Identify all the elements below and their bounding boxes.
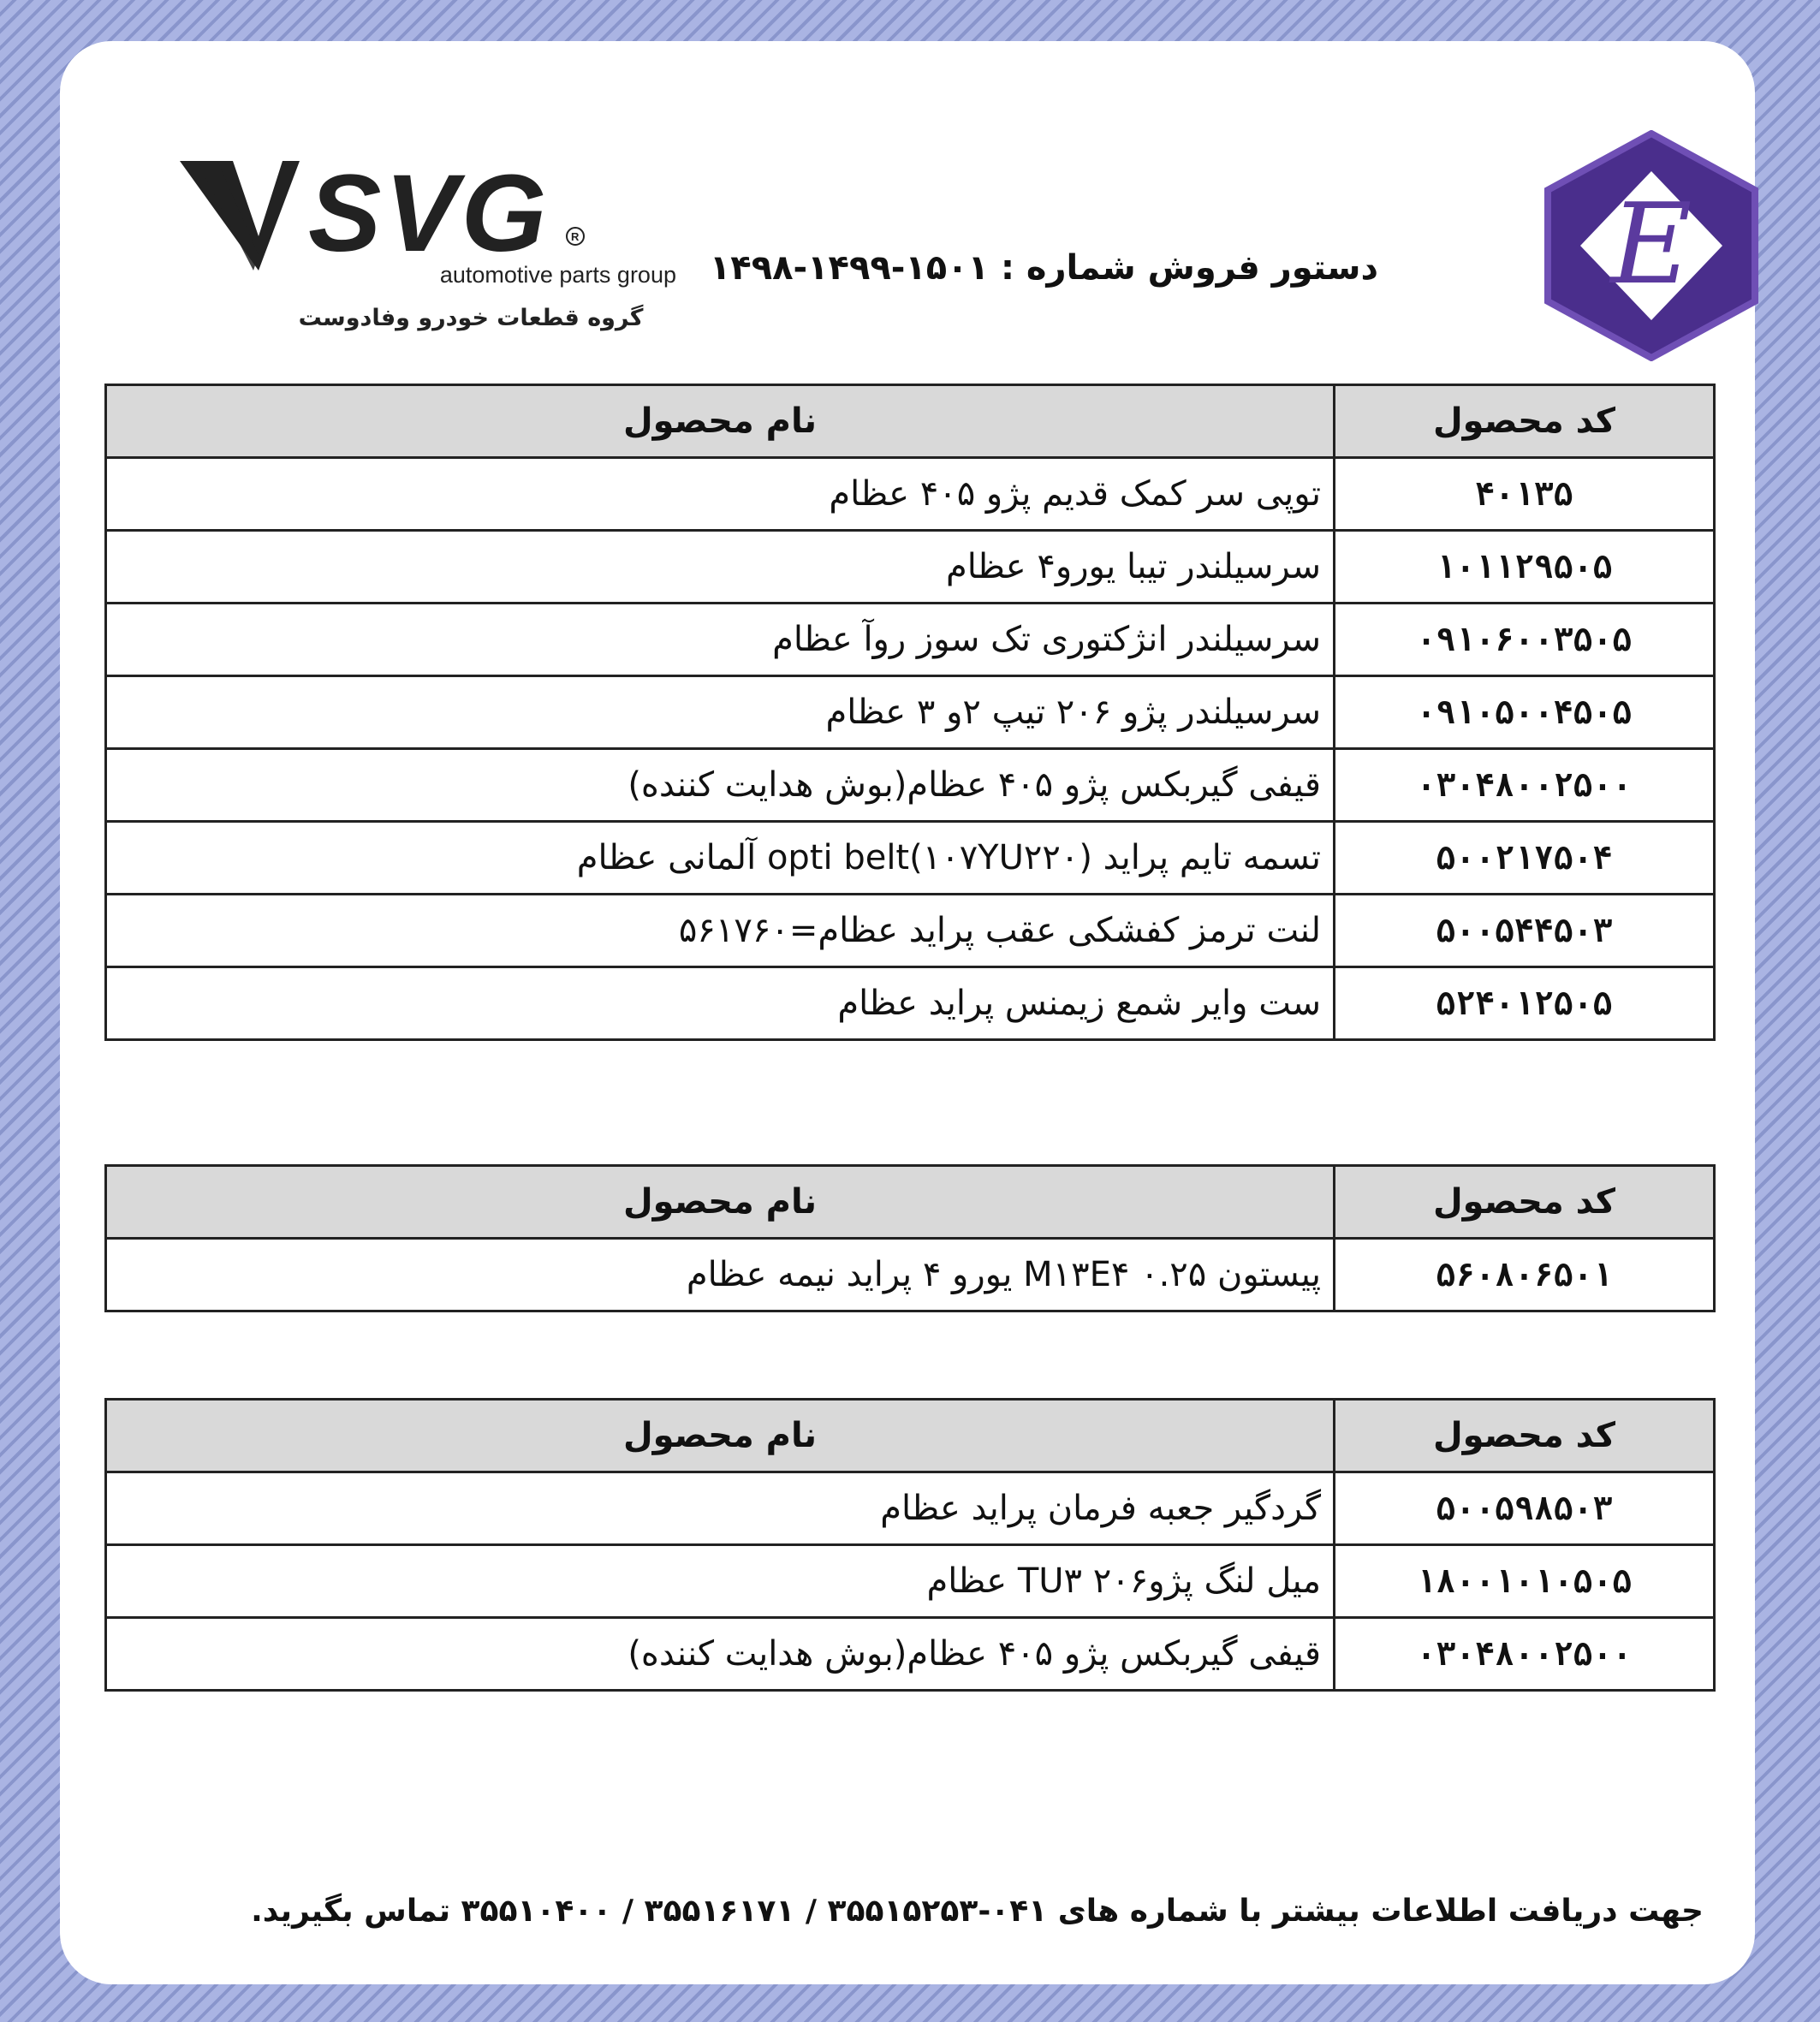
product-name: توپی سر کمک قدیم پژو ۴۰۵ عظام	[106, 458, 1335, 531]
product-name: پیستون M۱۳E۴ ۰.۲۵ یورو ۴ پراید نیمه عظام	[106, 1239, 1335, 1311]
e-logo	[1543, 130, 1760, 361]
product-code: ۴۰۱۳۵	[1335, 458, 1715, 531]
product-name: سرسیلندر تیبا یورو۴ عظام	[106, 531, 1335, 604]
product-code: ۰۹۱۰۵۰۰۴۵۰۵	[1335, 676, 1715, 749]
product-name: تسمه تایم پراید (۱۰۷YU۲۲۰)opti belt آلمانی عظام	[106, 822, 1335, 895]
product-name: میل لنگ پژو۲۰۶ TU۳ عظام	[106, 1545, 1335, 1618]
product-code: ۱۰۱۱۲۹۵۰۵	[1335, 531, 1715, 604]
table-row	[106, 749, 1715, 822]
logo-wordmark: SVG	[308, 161, 550, 272]
product-name: لنت ترمز کفشکی عقب پراید عظام=۵۶۱۷۶۰	[106, 895, 1335, 967]
table-row	[106, 822, 1715, 895]
brand-subtitle: automotive parts group	[439, 262, 676, 288]
svg-logo-mark	[180, 161, 591, 272]
brand-persian-name: گروه قطعات خودرو وفادوست	[298, 305, 644, 331]
product-name: ست وایر شمع زیمنس پراید عظام	[106, 967, 1335, 1040]
product-code: ۰۳۰۴۸۰۰۲۵۰۰	[1335, 749, 1715, 822]
table-row	[106, 1472, 1715, 1545]
product-code: ۵۰۰۵۴۴۵۰۳	[1335, 895, 1715, 967]
product-name: گردگیر جعبه فرمان پراید عظام	[106, 1472, 1335, 1545]
contact-footer: جهت دریافت اطلاعات بیشتر با شماره های ۰۴۱-۳۵۵۱۵۲۵۳ / ۳۵۵۱۶۱۷۱ / ۳۵۵۱۰۴۰۰ تماس بگیرید.	[251, 1894, 1704, 1929]
table-row	[106, 604, 1715, 676]
table-row	[106, 967, 1715, 1040]
header-code: کد محصول	[1335, 1166, 1715, 1239]
brand-logo	[180, 161, 676, 349]
table-row	[106, 676, 1715, 749]
table-row	[106, 1239, 1715, 1311]
table-header-row	[106, 1400, 1715, 1472]
products-table-2	[104, 1164, 1716, 1312]
product-code: ۵۲۴۰۱۲۵۰۵	[1335, 967, 1715, 1040]
product-code: ۵۰۰۲۱۷۵۰۴	[1335, 822, 1715, 895]
product-code: ۵۶۰۸۰۶۵۰۱	[1335, 1239, 1715, 1311]
e-letter-icon: E	[1610, 179, 1692, 309]
header-name: نام محصول	[106, 1400, 1335, 1472]
order-title: دستور فروش شماره : ۱۵۰۱-۱۴۹۹-۱۴۹۸	[709, 248, 1378, 288]
table-row	[106, 458, 1715, 531]
table-row	[106, 1618, 1715, 1691]
product-code: ۰۹۱۰۶۰۰۳۵۰۵	[1335, 604, 1715, 676]
product-name: قیفی گیربکس پژو ۴۰۵ عظام(بوش هدایت کننده)	[106, 1618, 1335, 1691]
products-table-1	[104, 384, 1716, 1041]
product-name: سرسیلندر انژکتوری تک سوز روآ عظام	[106, 604, 1335, 676]
table-header-row	[106, 1166, 1715, 1239]
product-code: ۵۰۰۵۹۸۵۰۳	[1335, 1472, 1715, 1545]
header-code: کد محصول	[1335, 1400, 1715, 1472]
products-table-3	[104, 1398, 1716, 1692]
table-header-row	[106, 385, 1715, 458]
svg-text:R: R	[571, 230, 580, 243]
product-code: ۱۸۰۰۱۰۱۰۵۰۵	[1335, 1545, 1715, 1618]
product-name: قیفی گیربکس پژو ۴۰۵ عظام(بوش هدایت کننده)	[106, 749, 1335, 822]
table-row	[106, 895, 1715, 967]
product-name: سرسیلندر پژو ۲۰۶ تیپ ۲و ۳ عظام	[106, 676, 1335, 749]
header-code: کد محصول	[1335, 385, 1715, 458]
header-name: نام محصول	[106, 385, 1335, 458]
header-name: نام محصول	[106, 1166, 1335, 1239]
product-code: ۰۳۰۴۸۰۰۲۵۰۰	[1335, 1618, 1715, 1691]
table-row	[106, 531, 1715, 604]
table-row	[106, 1545, 1715, 1618]
